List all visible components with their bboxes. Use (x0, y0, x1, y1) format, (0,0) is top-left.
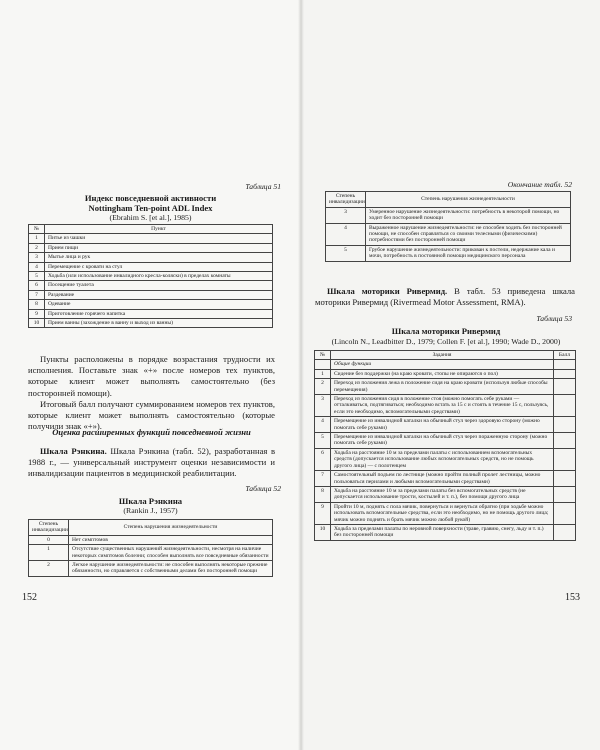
row-text: Грубое нарушение жизнедеятельности: прикован к постели, недержание кала и мочи, потребность в постоянной помощи медицинского персонала (366, 245, 571, 261)
book-gutter (298, 0, 304, 750)
row-text: Отсутствие существенных нарушений жизнедеятельности, несмотря на наличие некоторых симптомов болезни; способен выполнять все повседневные обязанности (69, 545, 273, 561)
table-row (29, 319, 273, 328)
row-text: Ходьба за пределами палаты по неровной поверхности (траве, гравию, снегу, льду и т. п.) без посторонней помощи (331, 524, 554, 540)
table53-source: (Lincoln N., Leadbitter D., 1979; Collen F. [et al.], 1990; Wade D., 2000) (331, 337, 561, 346)
table-row (29, 300, 273, 309)
page-number-right: 153 (565, 592, 580, 603)
row-number: 9 (315, 502, 331, 524)
table52-continuation (325, 191, 571, 262)
table-row (326, 207, 571, 223)
score-cell (554, 486, 576, 502)
row-text: Переход из положения лежа в положение сидя на краю кровати (используя любые способы перемещения) (331, 379, 554, 395)
row-number: 1 (29, 545, 69, 561)
table-row (326, 245, 571, 261)
table53-section-label: Общие функции (331, 360, 554, 369)
row-text: Сидение без поддержки (на краю кровати, стопы не опираются о пол) (331, 369, 554, 378)
table-row (29, 561, 273, 577)
table52-caption: Таблица 52 (245, 484, 281, 493)
table53-header-cell: Задания (331, 351, 554, 360)
table51 (28, 224, 273, 328)
row-number: 5 (315, 433, 331, 449)
table-row (315, 379, 576, 395)
table51-header-cell: Пункт (45, 225, 273, 234)
row-number: 1 (29, 234, 45, 243)
row-text: Легкое нарушение жизнедеятельности: не способен выполнять некоторые прежние обязанности, но справляется с собственными делами без посторонней помощи (69, 561, 273, 577)
continuation-header-row (326, 192, 571, 208)
table51-title: Индекс повседневной активности (84, 193, 217, 203)
row-number: 0 (29, 535, 69, 544)
table-row (29, 545, 273, 561)
score-cell (554, 524, 576, 540)
table51-subtitle: Nottingham Ten-point ADL Index (88, 203, 213, 213)
row-number: 5 (326, 245, 366, 261)
section-blank-cell (554, 360, 576, 369)
table52-source: (Rankin J., 1957) (123, 506, 178, 515)
row-number: 8 (29, 300, 45, 309)
right-page (301, 0, 600, 750)
score-cell (554, 502, 576, 524)
rankin-bold-term: Шкала Рэнкина. (40, 446, 107, 456)
table53 (314, 350, 576, 541)
table-row (29, 243, 273, 252)
row-text: Одевание (45, 300, 273, 309)
rivermead-paragraph (315, 286, 575, 308)
row-text: Ходьба на расстояние 10 м за пределами палаты без вспомогательных средств (не допускается использование трости, костылей и т. п.), без помощи другого лица (331, 486, 554, 502)
table-row (315, 502, 576, 524)
row-text: Приготовление горячего напитка (45, 309, 273, 318)
row-text: Переход из положения сидя в положение стоя (можно помогать себе руками — отталкиваться, подтягиваться; необходимо встать за 15 с и стоять в течение 15 с, пользуясь, если это необходимо, вспомогательными средствами) (331, 395, 554, 417)
table51-header-cell: № (29, 225, 45, 234)
paragraphs-block (28, 354, 275, 432)
rankin-paragraph (28, 446, 275, 480)
row-number: 6 (29, 281, 45, 290)
table51-source: (Ebrahim S. [et al.], 1985) (109, 213, 192, 222)
row-number: 9 (29, 309, 45, 318)
table-row (29, 253, 273, 262)
row-number: 2 (315, 379, 331, 395)
rankin-text: Шкала Рэнкина (табл. 52), разработанная в 1988 г., — универсальный инструмент оценки независимости и инвалидизации пациентов в медицинской реабилитации. (28, 446, 275, 479)
row-number: 7 (29, 290, 45, 299)
table-row (326, 223, 571, 245)
rivermead-bold-term: Шкала моторики Ривермид. (327, 286, 448, 296)
table-row (29, 290, 273, 299)
table-row (315, 369, 576, 378)
continuation-header-cell: Степень инвалидизации (326, 192, 366, 208)
table-row (315, 395, 576, 417)
continuation-caption: Окончание табл. 52 (507, 180, 572, 189)
row-number: 3 (315, 395, 331, 417)
table-row (29, 272, 273, 281)
table-row (29, 281, 273, 290)
table-row (315, 417, 576, 433)
table53-section-row (315, 360, 576, 369)
table52-title: Шкала Рэнкина (118, 496, 183, 506)
table53-header-cell: № (315, 351, 331, 360)
row-text: Пройти 10 м, поднять с пола мячик, повернуться и вернуться обратно (при ходьбе можно использовать вспомогательные средства, если это необходимо, но не помощь другого лица; мячик можно поднять и брать мячик можно любой рукой) (331, 502, 554, 524)
table53-header-cell: Балл (554, 351, 576, 360)
row-text: Прием пищи (45, 243, 273, 252)
table52-header-cell: Степень инвалидизации (29, 520, 69, 536)
table-row (29, 535, 273, 544)
table-row (315, 486, 576, 502)
paragraph-1: Пункты расположены в порядке возрастания трудности их исполнения. Поставьте знак «+» после номеров тех пунктов, которые клиент может выполнять самостоятельно (без посторонней помощи). (28, 354, 275, 398)
table-row (29, 234, 273, 243)
score-cell (554, 395, 576, 417)
section-blank-cell (315, 360, 331, 369)
row-text: Умеренное нарушение жизнедеятельности: потребность в некоторой помощи, но ходит без посторонней помощи (366, 207, 571, 223)
table-row (29, 262, 273, 271)
table53-title: Шкала моторики Ривермид (391, 326, 501, 336)
table-row (315, 433, 576, 449)
row-text: Питье из чашки (45, 234, 273, 243)
row-text: Мытье лица и рук (45, 253, 273, 262)
row-text: Ходьба (или использование инвалидного кресла-коляски) в пределах комнаты (45, 272, 273, 281)
table51-caption: Таблица 51 (245, 182, 281, 191)
row-number: 4 (326, 223, 366, 245)
score-cell (554, 369, 576, 378)
table-row (29, 309, 273, 318)
row-text: Перемещение из инвалидной каталки на обычный стул через пораженную сторону (можно помогать себе руками) (331, 433, 554, 449)
table-row (315, 471, 576, 487)
row-number: 3 (29, 253, 45, 262)
row-text: Ходьба на расстояние 10 м за пределами палаты с использованием вспомогательных средств (допускается использование любых вспомогательных средств, но не помощь другого лица) — с полотенцем (331, 448, 554, 470)
row-number: 8 (315, 486, 331, 502)
table53-caption: Таблица 53 (536, 314, 572, 323)
table-row (315, 448, 576, 470)
row-text: Раздевание (45, 290, 273, 299)
row-number: 7 (315, 471, 331, 487)
table52-header-cell: Степень нарушения жизнедеятельности (69, 520, 273, 536)
row-number: 5 (29, 272, 45, 281)
score-cell (554, 433, 576, 449)
row-number: 6 (315, 448, 331, 470)
row-number: 10 (29, 319, 45, 328)
paragraph-2: Итоговый балл получают суммированием номеров тех пунктов, которые клиент может выполнять самостоятельно (которые получили знак «+»). (28, 398, 275, 432)
row-text: Прием ванны (захождение в ванну и выход из ванны) (45, 319, 273, 328)
table53-header-row (315, 351, 576, 360)
row-text: Посещение туалета (45, 281, 273, 290)
table-row (315, 524, 576, 540)
row-number: 10 (315, 524, 331, 540)
row-number: 2 (29, 561, 69, 577)
score-cell (554, 471, 576, 487)
row-text: Нет симптомов (69, 535, 273, 544)
row-text: Самостоятельный подъем по лестнице (можно пройти полный пролет лестницы, можно пользоваться перилами и любыми вспомогательными средствами) (331, 471, 554, 487)
table52-header-row (29, 520, 273, 536)
row-text: Перемещение с кровати на стул (45, 262, 273, 271)
score-cell (554, 379, 576, 395)
score-cell (554, 417, 576, 433)
rivermead-text: В табл. 53 приведена шкала моторики Ривермид (Rivermead Motor Assessment, RMA). (315, 286, 575, 308)
row-number: 1 (315, 369, 331, 378)
section-heading: Оценка расширенных функций повседневной жизни (52, 427, 251, 437)
row-number: 3 (326, 207, 366, 223)
continuation-header-cell: Степень нарушения жизнедеятельности (366, 192, 571, 208)
row-text: Перемещение из инвалидной каталки на обычный стул через здоровую сторону (можно помогать себе руками) (331, 417, 554, 433)
row-text: Выраженное нарушение жизнедеятельности: не способен ходить без посторонней помощи, не способен справляться со своими телесными (физическими) потребностями без посторонней помощи (366, 223, 571, 245)
table51-header-row (29, 225, 273, 234)
score-cell (554, 448, 576, 470)
row-number: 4 (29, 262, 45, 271)
row-number: 2 (29, 243, 45, 252)
table52 (28, 519, 273, 577)
row-number: 4 (315, 417, 331, 433)
page-number-left: 152 (22, 592, 37, 603)
